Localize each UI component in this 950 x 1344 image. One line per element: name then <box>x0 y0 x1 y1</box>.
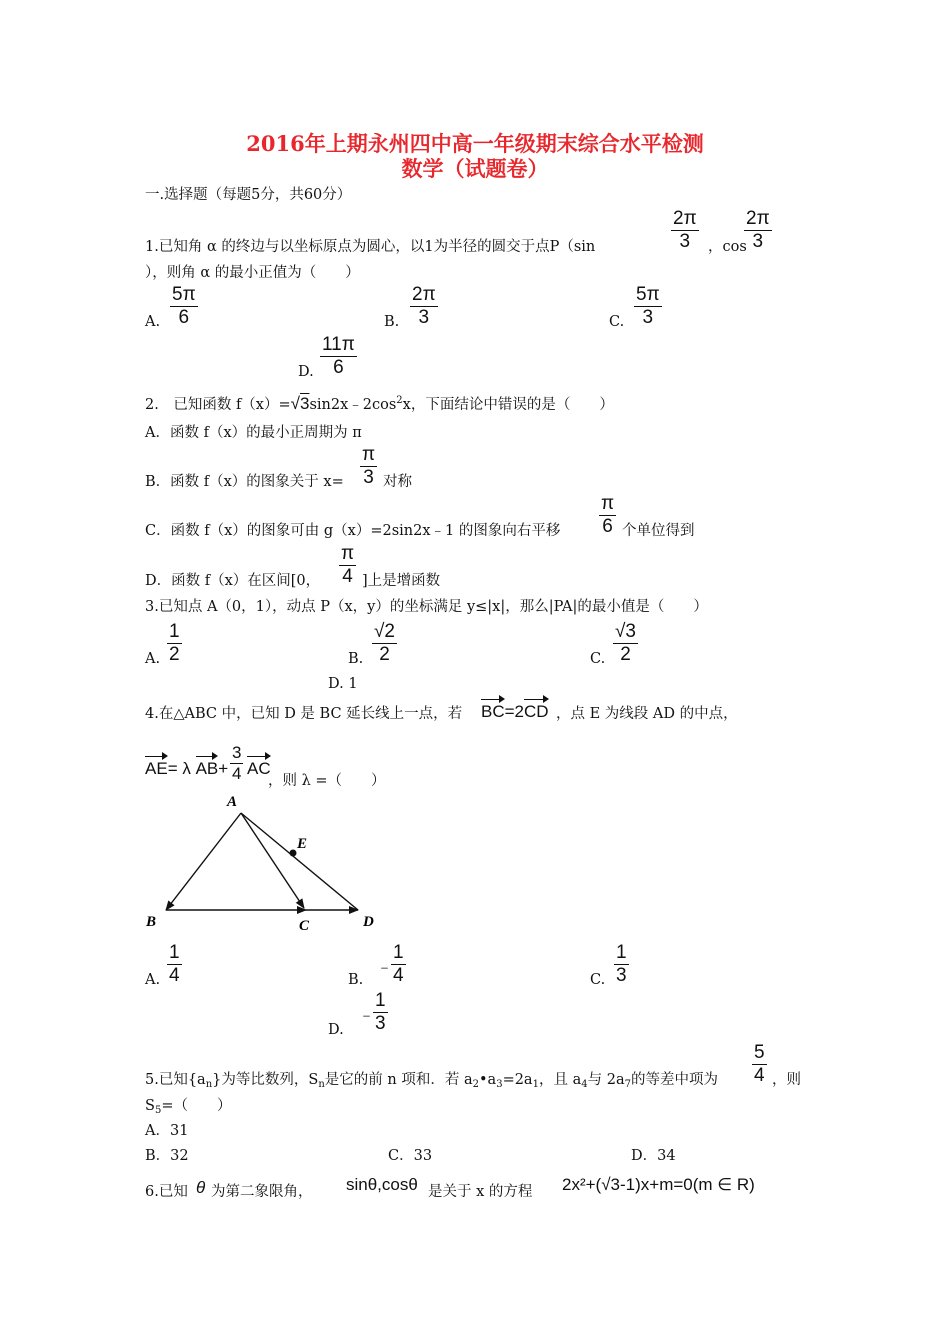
q6-stem-a: 6.已知 <box>145 1184 188 1200</box>
q1-stem: 1.已知角 α 的终边与以坐标原点为圆心，以1为半径的圆交于点P（sin <box>145 239 596 255</box>
q3-option-a: 1 2 <box>169 621 180 665</box>
section-heading: 一.选择题（每题5分，共60分） <box>145 187 352 203</box>
q4-vector-eq: AE= λ AB+ <box>145 759 229 778</box>
frac-num: 2π <box>746 208 770 229</box>
q4-stem: 4.在△ABC 中，已知 D 是 BC 延长线上一点，若 <box>145 706 463 722</box>
vector-ac: AC <box>247 759 271 778</box>
q1-option-b-label: B. <box>384 314 400 330</box>
q5-frac: 5 4 <box>754 1042 765 1086</box>
label-e: E <box>297 836 308 852</box>
q1-option-d: 11π 6 <box>322 334 355 378</box>
q3-stem: 3.已知点 A（0，1），动点 P（x，y）的坐标满足 y≤|x|，那么|PA|的最小值是（ ） <box>145 599 708 615</box>
q4-option-d: 1 3 <box>375 990 386 1034</box>
q1-option-a: 5π 6 <box>172 284 196 328</box>
q3-option-b: √2 2 <box>374 621 395 665</box>
q2-option-b-after: 对称 <box>383 474 412 490</box>
q4-option-d-label: D. <box>328 1022 344 1038</box>
label-d: D <box>363 914 374 930</box>
q3-option-c-label: C. <box>590 651 606 667</box>
vector-cd: CD <box>524 702 549 721</box>
q2-option-b: B．函数 f（x）的图象关于 x= <box>145 474 344 490</box>
q5-stem-g: ，则 <box>772 1072 801 1088</box>
q1-comma-cos: ，cos <box>708 239 747 255</box>
label-c: C <box>299 918 310 934</box>
segment-ab <box>166 813 241 910</box>
q2-option-d-after: ]上是增函数 <box>362 573 441 589</box>
q4-option-b-label: B. <box>348 972 364 988</box>
q2-option-c: C．函数 f（x）的图象可由 g（x）=2sin2x﹣1 的图象向右平移 <box>145 523 561 539</box>
q4-frac: 3 4 <box>232 743 242 783</box>
q5-option-a: A．31 <box>145 1123 189 1139</box>
q4-option-c-label: C. <box>590 972 606 988</box>
q1-option-a-label: A. <box>145 314 161 330</box>
q1-option-c-label: C. <box>609 314 625 330</box>
q4-option-a: 1 4 <box>169 942 180 986</box>
frac-den: 3 <box>679 231 691 252</box>
q5-option-c: C．33 <box>388 1148 433 1164</box>
q6-stem-c: 是关于 x 的方程 <box>428 1184 533 1200</box>
q1-option-b: 2π 3 <box>412 284 436 328</box>
q2-option-c-frac: π 6 <box>601 493 615 537</box>
segment-ac <box>241 813 304 908</box>
q3-option-c: √3 2 <box>615 621 636 665</box>
q4-stem-b: ，点 E 为线段 AD 的中点， <box>556 706 738 722</box>
q1-stem-end: ），则角 α 的最小正值为（ ） <box>145 265 360 281</box>
q5-option-b: B．32 <box>145 1148 189 1164</box>
q2-option-a: A．函数 f（x）的最小正周期为 π <box>145 425 362 441</box>
label-a: A <box>227 794 238 810</box>
q1-option-c: 5π 3 <box>636 284 660 328</box>
q1-frac-cos <box>744 209 772 252</box>
exam-title: 2016年上期永州四中高一年级期末综合水平检测 <box>246 131 704 156</box>
q2-stem: 2. 已知函数 $f(x)=√3\sin 2x﹣2\cos^2x$，下面结论中错误的是（ ） <box>145 394 614 413</box>
q4-option-d-sign: ﹣ <box>358 1005 375 1024</box>
q6-sincos: sinθ,cosθ <box>346 1175 418 1194</box>
vector-bc: BC <box>481 702 505 721</box>
q3-option-b-label: B. <box>348 651 364 667</box>
triangle-figure <box>140 790 385 935</box>
label-b: B <box>146 914 157 930</box>
vector-ab: AB <box>195 759 219 778</box>
q5-option-d: D．34 <box>631 1148 676 1164</box>
q4-option-a-label: A. <box>145 972 161 988</box>
q2-option-c-after: 个单位得到 <box>622 523 695 539</box>
q5-stem-line2: $S_5=$（ ） <box>145 1098 232 1116</box>
q4-option-b: 1 4 <box>393 942 404 986</box>
q2-option-b-frac: π 3 <box>362 444 376 488</box>
q3-option-d: D. 1 <box>328 676 358 692</box>
frac-num: 2π <box>673 208 697 229</box>
q1-option-d-label: D. <box>298 364 314 380</box>
segment-ad <box>241 813 358 910</box>
q6-equation: 2x²+(√3-1)x+m=0(m ∈ R) <box>562 1175 755 1194</box>
q6-stem-b: 为第二象限角， <box>211 1184 313 1200</box>
q5-stem: 5.已知$\{a_n\}$为等比数列，$S_n$是它的前 n 项和．若 $a_2•a_3=2a_1$，且 $a_4$与 $2a_7$的等差中项为 <box>145 1072 718 1090</box>
q1-frac-sin <box>671 209 699 252</box>
q4-option-b-sign: ﹣ <box>376 957 393 976</box>
q2-option-d: D．函数 f（x）在区间[0， <box>145 573 321 589</box>
q6-theta: θ <box>196 1178 206 1197</box>
q4-option-c: 1 3 <box>616 942 627 986</box>
exam-subtitle: 数学（试题卷） <box>401 156 549 181</box>
q3-option-a-label: A. <box>145 651 161 667</box>
vector-ae: AE <box>145 759 168 778</box>
point-e <box>290 850 297 857</box>
q2-option-d-frac: π 4 <box>341 543 355 587</box>
q4-vector-condition: BC=2CD <box>481 702 549 721</box>
frac-den: 3 <box>752 231 764 252</box>
q4-stem-c: ，则 λ =（ ） <box>268 773 386 789</box>
